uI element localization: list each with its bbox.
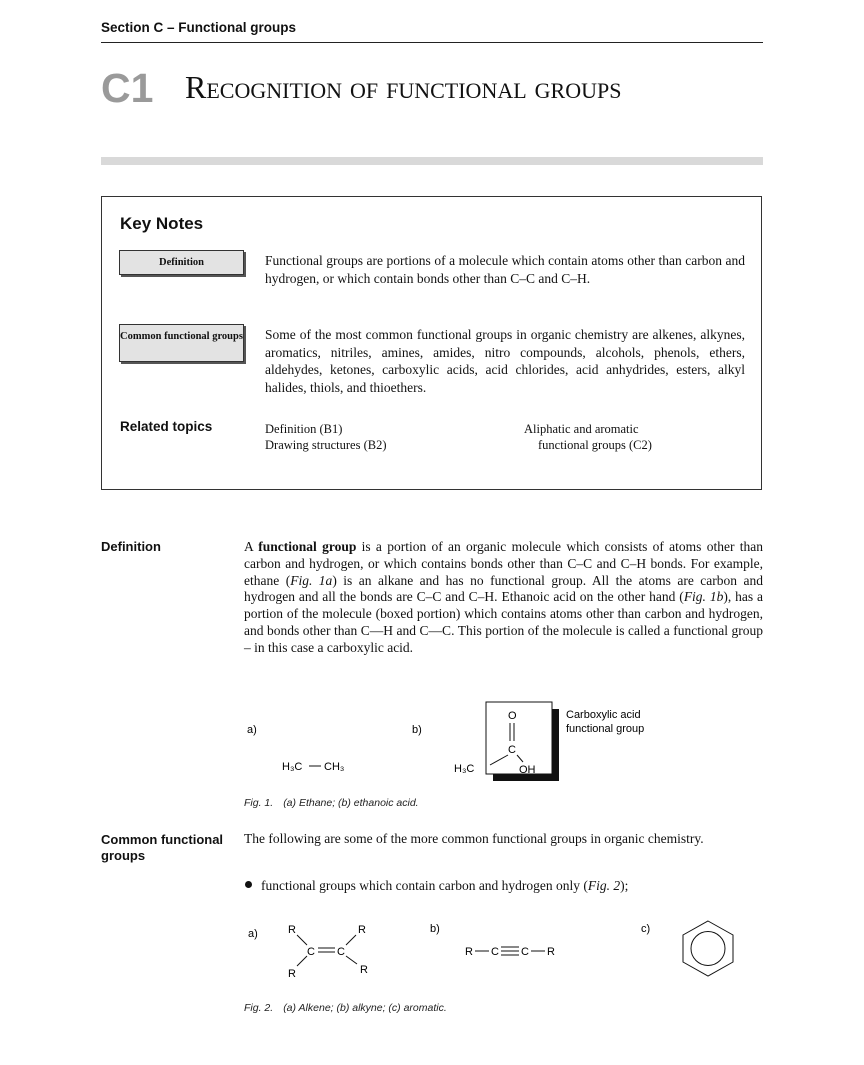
alkene-bond (346, 935, 356, 945)
related-topic-link[interactable]: Drawing structures (B2) (265, 438, 387, 452)
key-note-common-text: Some of the most common functional groups in organic chemistry are alkenes, alkynes, aromatics, nitriles, amines, amides, nitro compounds, alcohols, phenols, ethers, aldehydes, ketones, carboxylic acids, acid chlorides, acid anhydrides, esters, alkyl halides, thiols, and thioethers. (265, 327, 745, 395)
chapter-title-text: Recognition of functional groups (185, 69, 622, 105)
definition-heading: Definition (101, 539, 161, 554)
text-run: ), has a portion of the molecule (boxed portion) which contains atoms other than carbon and hydrogen, and bonds other than C—H and C—C. This portion of the molecule is called a functional group – in this case a carboxylic acid. (244, 589, 764, 655)
alkene-substituent: R (360, 964, 368, 976)
annotation-line: Carboxylic acid (566, 709, 641, 721)
common-groups-intro: The following are some of the more common functional groups in organic chemistry. (244, 831, 704, 846)
section-header: Section C – Functional groups (101, 20, 297, 35)
common-groups-heading: Common functional groups (101, 832, 224, 863)
alkene-substituent: R (288, 968, 296, 980)
annotation-line: functional group (566, 723, 645, 735)
figure-reference: Fig. 1b (683, 589, 724, 605)
key-notes-heading: Key Notes (120, 214, 204, 233)
ethane-right-group: CH₃ (324, 761, 345, 773)
alkyne-carbon: C (491, 946, 499, 958)
figure-2b-label: b) (430, 923, 440, 935)
bold-term: functional group (258, 539, 357, 554)
text-run: ); (620, 878, 629, 893)
acid-carbon: C (508, 744, 516, 756)
text-run: ) is an alkane and has no functional group. All the atoms are carbon and hydrogen and all the bonds are C–C and C–H. Ethanoic acid on the other hand ( (244, 572, 763, 605)
key-note-label-common: Common functional groups (119, 324, 244, 362)
text-run: functional groups which contain carbon and hydrogen only ( (261, 878, 588, 893)
figure-2c-label: c) (641, 923, 651, 935)
acid-methyl-group: H₃C (454, 763, 475, 775)
alkene-substituent: R (288, 924, 296, 936)
alkene-carbon: C (307, 946, 315, 958)
alkene-substituent: R (358, 924, 366, 936)
figure-1a-label: a) (247, 724, 257, 736)
related-topic-link[interactable]: Definition (B1) (265, 422, 343, 436)
text-run: is a portion of an organic molecule which consists of atoms other than carbon and hydrogen, or which contains bonds other than C–C and C–H bonds. For example, ethane ( (244, 539, 763, 588)
alkene-bond (346, 956, 357, 964)
related-topic-link[interactable]: Aliphatic and aromatic (524, 422, 639, 436)
key-note-label-definition: Definition (119, 250, 244, 275)
caption-number: Fig. 2. (244, 1002, 274, 1014)
ethane-left-group: H₃C (282, 761, 303, 773)
caption-text: (a) Alkene; (b) alkyne; (c) aromatic. (283, 1002, 447, 1014)
text-run: A (244, 539, 259, 554)
chapter-code: C1 (101, 65, 154, 111)
alkene-bond (297, 935, 307, 945)
caption-text: (a) Ethane; (b) ethanoic acid. (283, 797, 419, 809)
figure-reference: Fig. 2 (587, 878, 621, 893)
acid-hydroxyl-group: OH (519, 764, 536, 776)
key-note-definition-text: Functional groups are portions of a molecule which contain atoms other than carbon and hydrogen, or which contain bonds other than C–C and C–H. (265, 253, 745, 286)
acid-carbonyl-oxygen: O (508, 710, 517, 722)
alkyne-carbon: C (521, 946, 529, 958)
caption-number: Fig. 1. (244, 797, 274, 809)
related-topic-link[interactable]: functional groups (C2) (538, 438, 652, 452)
alkyne-substituent: R (465, 946, 473, 958)
related-topics-heading: Related topics (120, 419, 213, 434)
figure-1b-label: b) (412, 724, 422, 736)
figure-2a-label: a) (248, 928, 258, 940)
alkyne-substituent: R (547, 946, 555, 958)
figure-reference: Fig. 1a (290, 572, 333, 588)
benzene-aromatic-circle (691, 932, 725, 966)
alkene-carbon: C (337, 946, 345, 958)
figure-2-caption (244, 1002, 447, 1014)
alkene-bond (297, 956, 307, 966)
